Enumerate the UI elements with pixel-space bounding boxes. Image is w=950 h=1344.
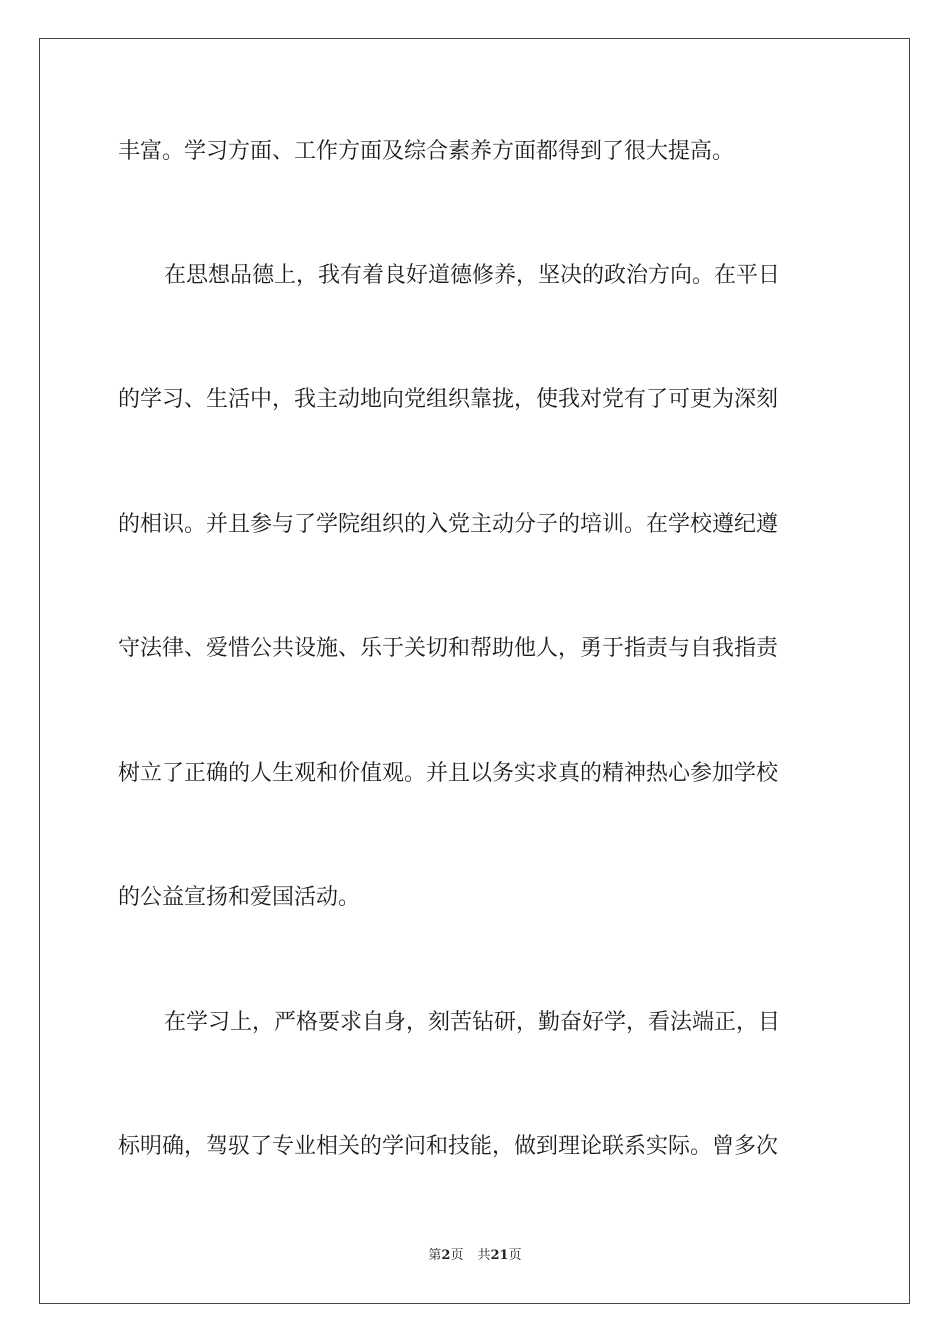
body-text-line-2: 在思想品德上，我有着良好道德修养，坚决的政治方向。在平日 xyxy=(164,263,781,288)
body-text-line-8: 在学习上，严格要求自身，刻苦钻研，勤奋好学，看法端正，目 xyxy=(164,1010,781,1035)
body-text-line-1: 丰富。学习方面、工作方面及综合素养方面都得到了很大提高。 xyxy=(118,139,735,164)
page-suffix: 页 xyxy=(450,1248,464,1263)
body-text-line-6: 树立了正确的人生观和价值观。并且以务实求真的精神热心参加学校 xyxy=(118,761,779,786)
body-text-line-3: 的学习、生活中，我主动地向党组织靠拢，使我对党有了可更为深刻 xyxy=(118,387,779,412)
total-prefix: 共 xyxy=(477,1248,491,1263)
total-pages: 21 xyxy=(490,1248,509,1263)
body-text-line-5: 守法律、爱惜公共设施、乐于关切和帮助他人，勇于指责与自我指责 xyxy=(118,636,779,661)
page-border xyxy=(39,38,910,1304)
page-footer xyxy=(0,1247,950,1265)
body-text-line-4: 的相识。并且参与了学院组织的入党主动分子的培训。在学校遵纪遵 xyxy=(118,512,779,537)
total-suffix: 页 xyxy=(508,1248,522,1263)
page-prefix: 第 xyxy=(428,1248,442,1263)
body-text-line-9: 标明确，驾驭了专业相关的学问和技能，做到理论联系实际。曾多次 xyxy=(118,1134,779,1159)
page-number: 2 xyxy=(441,1248,451,1263)
body-text-line-7: 的公益宣扬和爱国活动。 xyxy=(118,885,361,910)
